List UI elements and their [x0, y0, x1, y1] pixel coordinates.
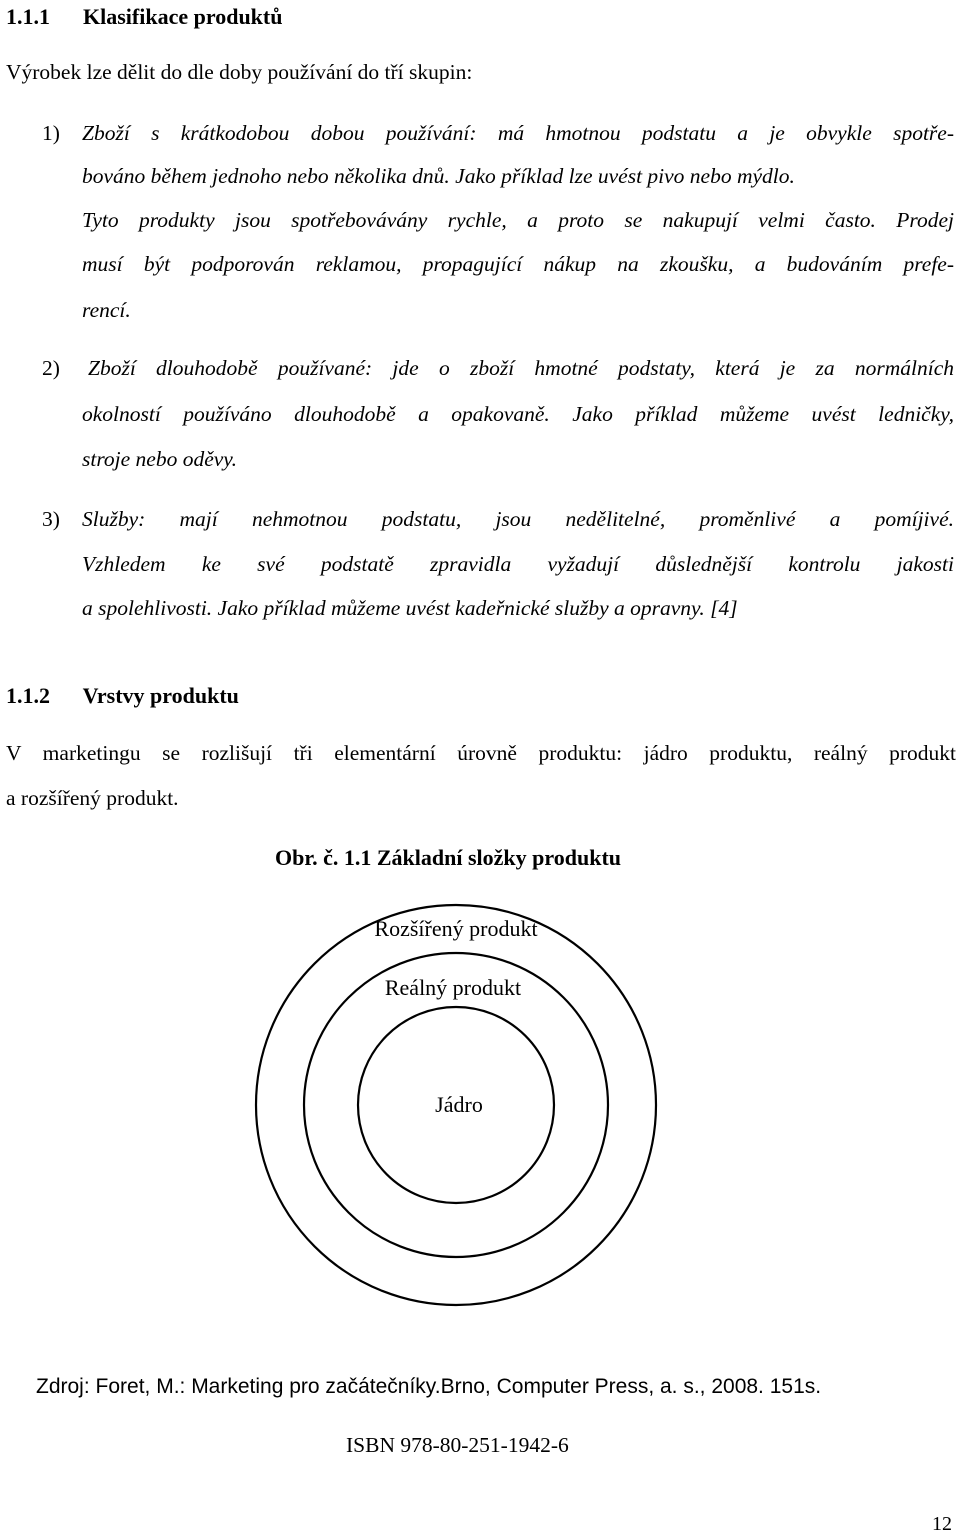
list-item-line: musí být podporován reklamou, propagující nákup na zkoušku, a budováním prefe- — [82, 252, 954, 276]
paragraph-line: V marketingu se rozlišují tři elementární úrovně produktu: jádro produktu, reálný produkt — [6, 741, 956, 765]
isbn: ISBN 978-80-251-1942-6 — [346, 1433, 569, 1457]
list-item-line: Zboží s krátkodobou dobou používání: má hmotnou podstatu a je obvykle spotře- — [82, 121, 954, 145]
list-item-line: a spolehlivosti. Jako příklad můžeme uvést kadeřnické služby a opravny. [4] — [82, 596, 738, 620]
figure-caption: Obr. č. 1.1 Základní složky produktu — [275, 845, 622, 870]
section-number: 1.1.1 — [6, 4, 50, 29]
section-number: 1.1.2 — [6, 683, 50, 708]
list-item-line: Tyto produkty jsou spotřebovávány rychle, a proto se nakupují velmi často. Prodej — [82, 208, 954, 232]
outer-label: Rozšířený produkt — [374, 916, 538, 941]
list-item-line: stroje nebo oděvy. — [82, 447, 238, 471]
list-item-line: okolností používáno dlouhodobě a opakovaně. Jako příklad můžeme uvést ledničky, — [82, 402, 954, 426]
section-title: Klasifikace produktů — [83, 4, 283, 29]
list-number: 1) — [42, 121, 60, 145]
inner-label: Jádro — [435, 1092, 483, 1117]
list-item-line: Služby: mají nehmotnou podstatu, jsou nedělitelné, proměnlivé a pomíjivé. — [82, 507, 954, 531]
list-item-line: Vzhledem ke své podstatě zpravidla vyžadují důslednější kontrolu jakosti — [82, 552, 954, 576]
section-title: Vrstvy produktu — [82, 683, 239, 708]
intro-paragraph: Výrobek lze dělit do dle doby používání do tří skupin: — [6, 60, 473, 84]
middle-label: Reálný produkt — [384, 975, 522, 1000]
list-item-line: Zboží dlouhodobě používané: jde o zboží hmotné podstaty, která je za normálních — [88, 356, 954, 380]
list-number: 3) — [42, 507, 60, 531]
list-item-line: rencí. — [82, 298, 131, 322]
figure-source: Zdroj: Foret, M.: Marketing pro začátečníky.Brno, Computer Press, a. s., 2008. 151s. — [36, 1375, 822, 1398]
list-number: 2) — [42, 356, 60, 380]
paragraph-line: a rozšířený produkt. — [6, 786, 179, 810]
list-item-line: bováno během jednoho nebo několika dnů. Jako příklad lze uvést pivo nebo mýdlo. — [82, 164, 795, 188]
page-number: 12 — [932, 1513, 952, 1535]
